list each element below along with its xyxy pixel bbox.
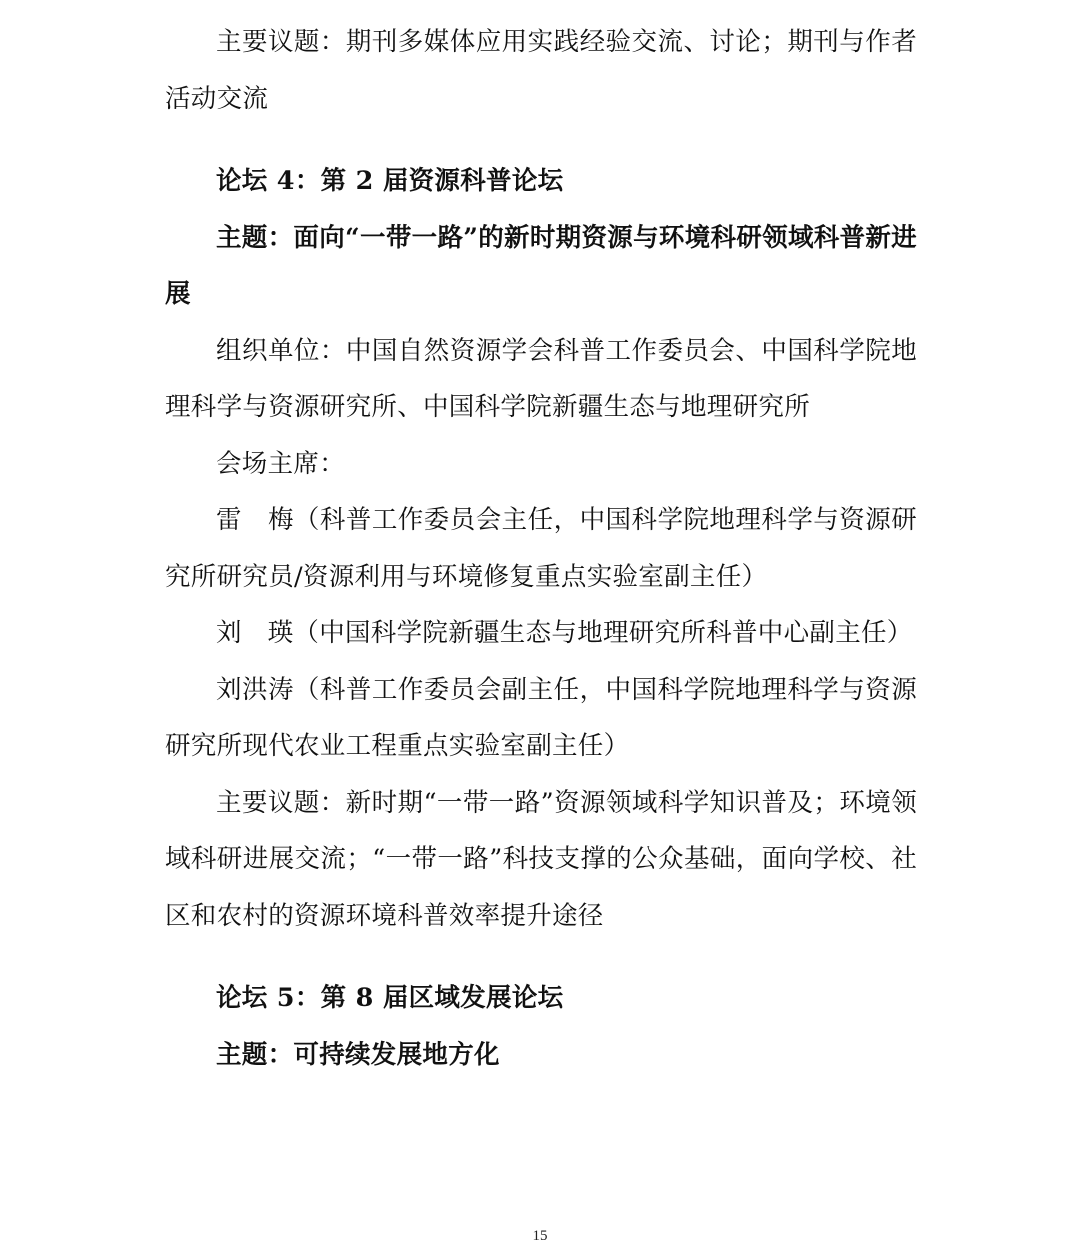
forum4-theme: 主题：面向“一带一路”的新时期资源与环境科研领域科普新进展 <box>165 222 917 309</box>
document-body <box>165 14 917 1083</box>
page-number: 15 <box>532 1228 548 1244</box>
section-gap <box>165 127 917 153</box>
agenda-paragraph-forum3: 主要议题：期刊多媒体应用实践经验交流、讨论；期刊与作者活动交流 <box>165 27 917 114</box>
forum4-chair-liu-ying: 刘 瑛（中国科学院新疆生态与地理研究所科普中心副主任） <box>216 618 913 648</box>
forum4-agenda: 主要议题：新时期“一带一路”资源领域科学知识普及；环境领域科研进展交流；“一带一路”科技支撑的公众基础，面向学校、社区和农村的资源环境科普效率提升途径 <box>165 787 917 931</box>
forum4-chair-lei-mei: 雷 梅（科普工作委员会主任，中国科学院地理科学与资源研究所研究员/资源利用与环境修复重点实验室副主任） <box>165 505 917 592</box>
section-gap <box>165 944 917 970</box>
forum4-chairs-label: 会场主席： <box>216 448 346 479</box>
forum5-theme: 主题：可持续发展地方化 <box>216 1039 500 1070</box>
forum4-heading: 论坛 4：第 2 届资源科普论坛 <box>216 166 564 196</box>
forum5-heading: 论坛 5：第 8 届区域发展论坛 <box>216 983 564 1013</box>
forum4-organizers: 组织单位：中国自然资源学会科普工作委员会、中国科学院地理科学与资源研究所、中国科学院新疆生态与地理研究所 <box>165 335 917 422</box>
forum4-chair-liu-hongtao: 刘洪涛（科普工作委员会副主任，中国科学院地理科学与资源研究所现代农业工程重点实验室副主任） <box>165 674 917 761</box>
